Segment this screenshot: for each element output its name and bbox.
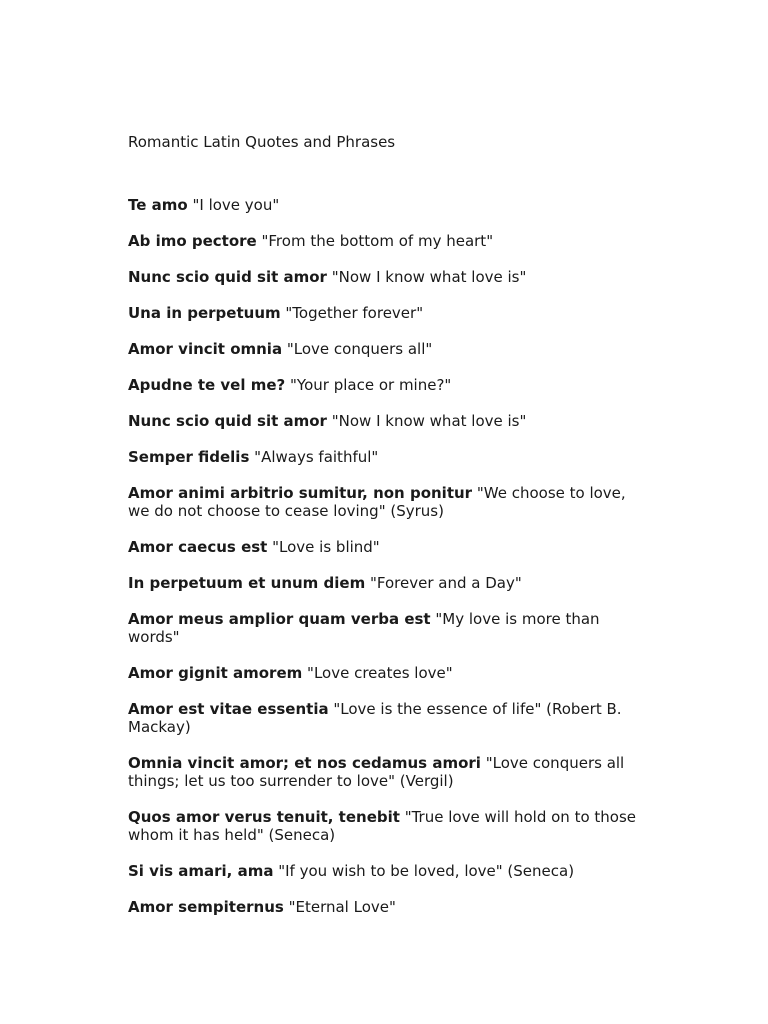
latin-phrase: Amor caecus est bbox=[128, 538, 268, 556]
translation: "Your place or mine?" bbox=[290, 376, 452, 394]
quote-item bbox=[128, 754, 640, 790]
translation: "Love is blind" bbox=[272, 538, 380, 556]
quote-item bbox=[128, 304, 640, 322]
quote-item bbox=[128, 574, 640, 592]
translation: "Eternal Love" bbox=[288, 898, 396, 916]
document-title: Romantic Latin Quotes and Phrases bbox=[128, 133, 396, 151]
quote-item bbox=[128, 700, 640, 736]
translation: "Now I know what love is" bbox=[331, 412, 527, 430]
latin-phrase: Ab imo pectore bbox=[128, 232, 257, 250]
quote-item bbox=[128, 484, 640, 520]
latin-phrase: Amor sempiternus bbox=[128, 898, 284, 916]
latin-phrase: Te amo bbox=[128, 196, 188, 214]
quote-list bbox=[128, 196, 640, 934]
translation: "We choose to love, we do not choose to cease loving" (Syrus) bbox=[128, 484, 626, 520]
quote-item bbox=[128, 412, 640, 430]
latin-phrase: Amor gignit amorem bbox=[128, 664, 303, 682]
quote-item bbox=[128, 862, 640, 880]
latin-phrase: Si vis amari, ama bbox=[128, 862, 274, 880]
translation: "Love is the essence of life" (Robert B. Mackay) bbox=[128, 700, 622, 736]
latin-phrase: Amor est vitae essentia bbox=[128, 700, 329, 718]
quote-item bbox=[128, 196, 640, 214]
latin-phrase: Quos amor verus tenuit, tenebit bbox=[128, 808, 400, 826]
quote-item bbox=[128, 664, 640, 682]
translation: "True love will hold on to those whom it has held" (Seneca) bbox=[128, 808, 637, 844]
quote-item bbox=[128, 268, 640, 286]
quote-item bbox=[128, 376, 640, 394]
quote-item bbox=[128, 808, 640, 844]
translation: "From the bottom of my heart" bbox=[261, 232, 494, 250]
translation: "Love conquers all" bbox=[286, 340, 433, 358]
quote-item bbox=[128, 538, 640, 556]
quote-item bbox=[128, 610, 640, 646]
translation: "Always faithful" bbox=[254, 448, 379, 466]
translation: "If you wish to be loved, love" (Seneca) bbox=[278, 862, 575, 880]
translation: "I love you" bbox=[192, 196, 280, 214]
translation: "My love is more than words" bbox=[128, 610, 600, 646]
latin-phrase: Amor animi arbitrio sumitur, non ponitur bbox=[128, 484, 473, 502]
translation: "Together forever" bbox=[285, 304, 424, 322]
latin-phrase: Nunc scio quid sit amor bbox=[128, 412, 327, 430]
latin-phrase: Semper fidelis bbox=[128, 448, 250, 466]
latin-phrase: Amor meus amplior quam verba est bbox=[128, 610, 431, 628]
latin-phrase: Omnia vincit amor; et nos cedamus amori bbox=[128, 754, 481, 772]
quote-item bbox=[128, 232, 640, 250]
latin-phrase: Una in perpetuum bbox=[128, 304, 281, 322]
translation: "Love creates love" bbox=[307, 664, 453, 682]
quote-item bbox=[128, 898, 640, 916]
translation: "Love conquers all things; let us too surrender to love" (Vergil) bbox=[128, 754, 625, 790]
translation: "Now I know what love is" bbox=[331, 268, 527, 286]
quote-item bbox=[128, 340, 640, 358]
quote-item bbox=[128, 448, 640, 466]
latin-phrase: Apudne te vel me? bbox=[128, 376, 286, 394]
latin-phrase: Amor vincit omnia bbox=[128, 340, 283, 358]
translation: "Forever and a Day" bbox=[370, 574, 522, 592]
latin-phrase: In perpetuum et unum diem bbox=[128, 574, 366, 592]
latin-phrase: Nunc scio quid sit amor bbox=[128, 268, 327, 286]
